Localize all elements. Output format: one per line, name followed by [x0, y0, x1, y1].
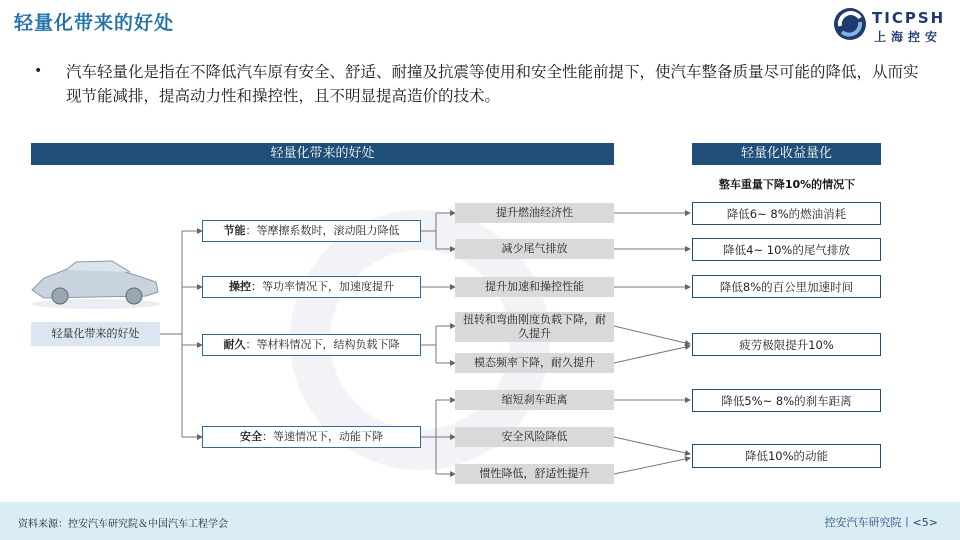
- right-header-bar: 轻量化收益量化: [692, 143, 881, 165]
- page-title: 轻量化带来的好处: [14, 12, 175, 34]
- logo-subtext: 上海控安: [874, 30, 943, 44]
- outcome-braking: 降低5%~ 8%的刹车距离: [692, 389, 881, 412]
- outcome-emission: 降低4~ 10%的尾气排放: [692, 238, 881, 261]
- car-body-icon: [26, 252, 164, 310]
- effect-safety-risk: 安全风险降低: [455, 427, 614, 447]
- condition-caption: 整车重量下降10%的情况下: [718, 178, 856, 191]
- category-handling: 操控 ：等功率情况下，加速度提升: [202, 276, 421, 298]
- left-header-bar: 轻量化带来的好处: [31, 143, 614, 165]
- bullet-icon: •: [34, 63, 43, 79]
- page-number: 控安汽车研究院丨<5>: [824, 516, 938, 529]
- effect-modal-frequency: 模态频率下降，耐久提升: [455, 353, 614, 373]
- logo-text: TICPSH: [872, 9, 946, 27]
- effect-stiffness: 扭转和弯曲刚度负载下降，耐久提升: [455, 312, 614, 342]
- outcome-kinetic-energy: 降低10%的动能: [692, 444, 881, 468]
- effect-fuel-economy: 提升燃油经济性: [455, 203, 614, 223]
- outcome-fuel: 降低6~ 8%的燃油消耗: [692, 202, 881, 225]
- effect-emission: 减少尾气排放: [455, 239, 614, 259]
- effect-braking: 缩短刹车距离: [455, 390, 614, 410]
- effect-acceleration: 提升加速和操控性能: [455, 277, 614, 297]
- root-node: 轻量化带来的好处: [31, 322, 160, 346]
- outcome-fatigue: 疲劳极限提升10%: [692, 333, 881, 356]
- category-safety: 安全 ：等速情况下，动能下降: [202, 426, 421, 448]
- intro-paragraph: 汽车轻量化是指在不降低汽车原有安全、舒适、耐撞及抗震等使用和安全性能前提下，使汽车整备质量尽可能的降低，从而实现节能减排，提高动力性和操控性，且不明显提高造价的技术。: [66, 63, 919, 105]
- source-note: 资料来源：控安汽车研究院＆中国汽车工程学会: [18, 519, 228, 530]
- effect-inertia: 惯性降低，舒适性提升: [455, 464, 614, 484]
- category-energy: 节能 ：等摩擦系数时，滚动阻力降低: [202, 220, 421, 242]
- outcome-acceleration: 降低8%的百公里加速时间: [692, 275, 881, 298]
- category-durability: 耐久 ：等材料情况下，结构负载下降: [202, 334, 421, 356]
